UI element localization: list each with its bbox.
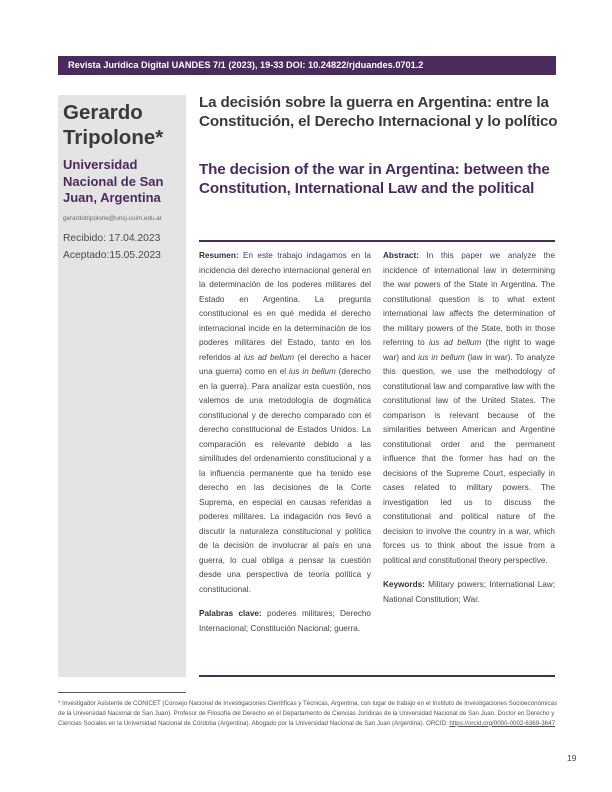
abstract-paragraph — [383, 249, 555, 568]
palabras-clave-label: Palabras clave: — [199, 609, 262, 618]
footnote-text: * Investigador Asistente de CONICET (Consejo Nacional de Investigaciones Científicas y Técnicas, Argentina, con lugar de trabajo en el Instituto de Investigaciones Socioeconómicas de la Universidad Nacional de San Juan). Profesor de Filosofía del Derecho en el Departamento de Ciencias Jurídicas de la Universidad Nacional de San Juan. Doctor en Derecho y Ciencias Sociales en la Universidad Nacional de Córdoba (Argentina). Abogado por la Universidad Nacional de San Juan (Argentina). ORCID: — [58, 700, 558, 727]
resumen-column — [199, 249, 371, 636]
submission-dates — [63, 230, 186, 265]
abstract-text-2: (the right to wage war) and — [383, 338, 555, 362]
abstract-text-3: (law in war). To analyze this question, we use the methodology of constitutional law and comparative law with the constitutional law of the United States. The comparison is relevant because of the similarities between American and Argentine constitutional order and the permanent influence that the former has had on the decisions of the Supreme Court, especially in cases related to military powers. The investigation led us to discuss the constitutional and political nature of the decision to involve the country in a war, which forces us to think about the issue from a political and constitutional theory perspective. — [383, 352, 555, 565]
footnote-divider — [58, 692, 186, 693]
title-spanish: La decisión sobre la guerra en Argentina: entre la Constitución, el Derecho Internacional y lo político — [199, 94, 558, 130]
journal-header-bar — [58, 56, 556, 75]
resumen-text-1: En este trabajo indagamos en la incidencia del derecho internacional general en la determinación de los poderes militares del Estado en Argentina. La pregunta constitucional es en qué medida el derecho internacional incide en la determinación de los poderes militares del Estado, tanto en los referidos al — [199, 251, 371, 362]
abstract-label: Abstract: — [383, 251, 419, 260]
keywords-label: Keywords: — [383, 580, 425, 589]
author-email[interactable]: gerardotripolone@unsj-cuim.edu.ar — [63, 214, 162, 222]
keywords — [383, 578, 555, 607]
author-panel — [58, 95, 186, 677]
footnote — [58, 699, 558, 728]
author-name: Gerardo Tripolone* — [63, 101, 164, 149]
resumen-paragraph — [199, 249, 371, 597]
resumen-text-2: (el derecho a hacer una guerra) como en el — [199, 352, 371, 376]
palabras-clave — [199, 607, 371, 636]
page-number: 19 — [567, 753, 577, 763]
divider-bottom — [199, 675, 555, 677]
author-affiliation: Universidad Nacional de San Juan, Argentina — [63, 157, 164, 205]
abstract-column — [383, 249, 555, 607]
resumen-italic-2: ius in bellum — [289, 367, 336, 376]
palabras-clave-text: poderes militares; Derecho Internacional; Constitución Nacional; guerra. — [199, 609, 371, 633]
accepted-date: Aceptado:15.05.2023 — [63, 250, 161, 261]
journal-citation: Revista Jurídica Digital UANDES 7/1 (2023), 19-33 DOI: 10.24822/rjduandes.0701.2 — [68, 60, 424, 70]
resumen-text-3: (derecho en la guerra). Para analizar esta cuestión, nos valemos de una metodología de dogmática constitucional y de derecho comparado con el derecho constitucional de Estados Unidos. La comparación es relevante debido a las similitudes del ordenamiento constitucional y a la influencia permanente que ha tenido ese derecho en las decisiones de la Corte Suprema, en especial en causas referidas a poderes militares. La indagación nos llevó a discutir la naturaleza constitucional y política de la decisión de involucrar al país en una guerra, lo cual obliga a pensar la cuestión desde una perspectiva de teoría política y constitucional. — [199, 367, 371, 594]
resumen-label: Resumen: — [199, 251, 239, 260]
resumen-italic-1: ius ad bellum — [243, 352, 295, 362]
abstract-italic-1: ius ad bellum — [428, 338, 482, 347]
title-english: The decision of the war in Argentina: between the Constitution, International Law and the political — [199, 161, 550, 197]
abstract-text-1: In this paper we analyze the incidence of international law in determining the war powers of the State in Argentina. The constitutional question is to what extent international law affects the determination of the military powers of the State, both in those referring to — [383, 251, 555, 347]
orcid-link[interactable]: https://orcid.org/0000-0002-6369-3647 — [449, 719, 556, 727]
keywords-text: Military powers; International Law; National Constitution; War. — [383, 580, 555, 604]
divider-top — [199, 240, 555, 242]
received-date: Recibido: 17.04.2023 — [63, 232, 161, 244]
abstract-italic-2: ius in bellum — [418, 352, 465, 362]
